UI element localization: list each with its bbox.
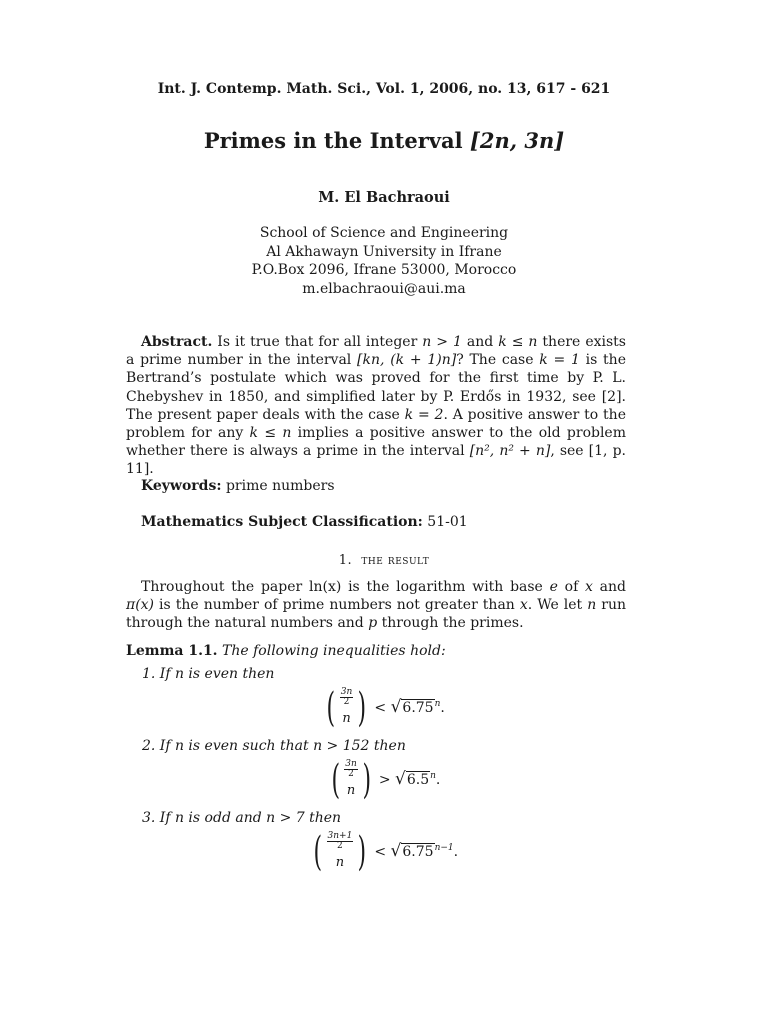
abstract-text-4: is the Bertrand’s postulate which was proved for the first time by P. L. Chebyshev in 1850, and simplified later by P. Erdős in 1932, see [2]. The present paper deals with the case xyxy=(126,352,626,423)
right-paren-2: ) xyxy=(362,757,371,803)
binomial-bottom-3: n xyxy=(335,855,345,870)
lemma-statement: The following inequalities hold: xyxy=(217,643,446,659)
abstract-math-interval2: [n², n² + n] xyxy=(469,443,551,460)
section-title: the result xyxy=(361,553,430,568)
sqrt-1 xyxy=(391,699,435,716)
lemma-item-3: 3. If n is odd and n > 7 then xyxy=(142,810,342,826)
abstract-text-1: Is it true that for all integer xyxy=(212,334,423,350)
msc-value: 51-01 xyxy=(422,514,468,530)
left-paren-2: ( xyxy=(331,757,340,803)
keywords-label: Keywords: xyxy=(141,478,222,494)
top-numerator-1: 3n xyxy=(340,687,353,697)
msc-line xyxy=(126,513,626,531)
left-paren-3: ( xyxy=(313,829,322,875)
intro-paragraph xyxy=(126,578,626,633)
exponent-3: n−1 xyxy=(434,843,454,853)
radical-sign-1: √ xyxy=(390,697,402,717)
abstract-label: Abstract. xyxy=(141,334,213,350)
formula-3 xyxy=(0,829,768,875)
intro-text-a: Throughout the paper xyxy=(141,579,309,595)
intro-text-c: of xyxy=(557,579,586,595)
intro-text-f: . We let xyxy=(527,597,588,614)
intro-text-h: through the primes. xyxy=(377,615,524,632)
binomial-stack-1 xyxy=(340,688,354,728)
intro-math-x2: x xyxy=(519,597,528,614)
intro-math-e: e xyxy=(549,579,558,595)
intro-math-ln: ln(x) xyxy=(308,579,342,595)
affiliation-email: m.elbachraoui@aui.ma xyxy=(302,280,466,297)
radicand-3: 6.75 xyxy=(402,844,434,860)
msc-label: Mathematics Subject Classification: xyxy=(141,514,423,530)
lemma-heading xyxy=(126,642,626,660)
exponent-2: n xyxy=(430,771,436,781)
intro-text-d: and xyxy=(592,579,626,595)
abstract-math-k: k ≤ n xyxy=(498,334,538,350)
formula-end-3: . xyxy=(453,844,459,860)
abstract-math-n: n > 1 xyxy=(422,334,462,350)
abstract xyxy=(126,333,626,479)
abstract-text-2: there exists a prime number in the interval xyxy=(126,334,626,369)
binomial-1 xyxy=(323,685,370,731)
radicand-2: 6.5 xyxy=(406,772,430,788)
abstract-text-7: , see [1, p. 11]. xyxy=(126,443,626,478)
top-numerator-2: 3n xyxy=(345,759,357,769)
right-paren-1: ) xyxy=(357,685,367,731)
formula-end-1: . xyxy=(440,700,445,716)
intro-text-e: is the number of prime numbers not greater than xyxy=(154,597,520,614)
affiliation-block xyxy=(0,224,768,298)
radicand-1: 6.75 xyxy=(402,700,434,716)
sqrt-3 xyxy=(391,843,435,860)
sqrt-2 xyxy=(395,771,430,788)
paper-title xyxy=(0,128,768,154)
abstract-math-k2: k = 2 xyxy=(404,406,444,423)
binomial-2 xyxy=(328,757,375,803)
left-paren-1: ( xyxy=(326,685,336,731)
intro-text-b: is the logarithm with base xyxy=(341,579,550,595)
abstract-math-k-le-n: k ≤ n xyxy=(249,425,292,442)
exponent-1: n xyxy=(434,699,441,709)
intro-text-g: run through the natural numbers and xyxy=(126,597,626,632)
affiliation-university: Al Akhawayn University in Ifrane xyxy=(266,243,502,260)
abstract-text-6: implies a positive answer to the old problem whether there is always a prime in the interval xyxy=(126,425,626,460)
affiliation-school: School of Science and Engineering xyxy=(259,225,509,241)
top-denominator-2: 2 xyxy=(348,769,354,779)
title-text: Primes in the Interval xyxy=(203,128,470,153)
top-denominator-3: 2 xyxy=(337,841,343,851)
intro-math-x: x xyxy=(585,579,593,595)
section-heading xyxy=(0,552,768,570)
relation-1: < xyxy=(374,700,387,716)
formula-end-2: . xyxy=(435,772,441,788)
abstract-text-3: ? The case xyxy=(456,352,540,369)
intro-math-n: n xyxy=(587,597,597,614)
abstract-text-5: . A positive answer to the problem for any xyxy=(126,406,626,442)
author-name: M. El Bachraoui xyxy=(318,189,450,206)
title-interval: [2n, 3n] xyxy=(469,128,565,153)
keywords-value: prime numbers xyxy=(221,478,335,494)
lemma-label: Lemma 1.1. xyxy=(126,643,218,659)
keywords-line xyxy=(126,477,626,495)
relation-2: > xyxy=(378,772,391,788)
binomial-3 xyxy=(310,829,370,875)
lemma-item-1: 1. If n is even then xyxy=(142,666,275,682)
top-numerator-3: 3n+1 xyxy=(327,831,353,841)
section-number: 1. xyxy=(338,553,353,568)
affiliation-address: P.O.Box 2096, Ifrane 53000, Morocco xyxy=(251,262,517,278)
radical-sign-3: √ xyxy=(390,841,402,861)
binomial-top-3 xyxy=(327,832,354,851)
binomial-top-1 xyxy=(340,688,354,707)
intro-math-pi: π(x) xyxy=(126,597,155,614)
top-denominator-1: 2 xyxy=(343,697,350,707)
journal-citation: Int. J. Contemp. Math. Sci., Vol. 1, 2006, no. 13, 617 - 621 xyxy=(157,81,611,97)
binomial-bottom-2: n xyxy=(346,783,356,798)
binomial-stack-3 xyxy=(327,832,354,872)
abstract-math-interval: [kn, (k + 1)n] xyxy=(357,352,457,369)
binomial-top-2 xyxy=(344,760,358,779)
right-paren-3: ) xyxy=(357,829,367,875)
formula-2 xyxy=(0,757,768,803)
binomial-stack-2 xyxy=(344,760,358,800)
lemma-item-2: 2. If n is even such that n > 152 then xyxy=(142,738,406,754)
formula-1 xyxy=(0,685,768,731)
intro-math-p: p xyxy=(368,615,378,632)
radical-sign-2: √ xyxy=(395,769,406,789)
abstract-and: and xyxy=(461,334,499,350)
abstract-math-k1: k = 1 xyxy=(539,352,580,369)
binomial-bottom-1: n xyxy=(342,711,351,726)
relation-3: < xyxy=(374,844,387,860)
